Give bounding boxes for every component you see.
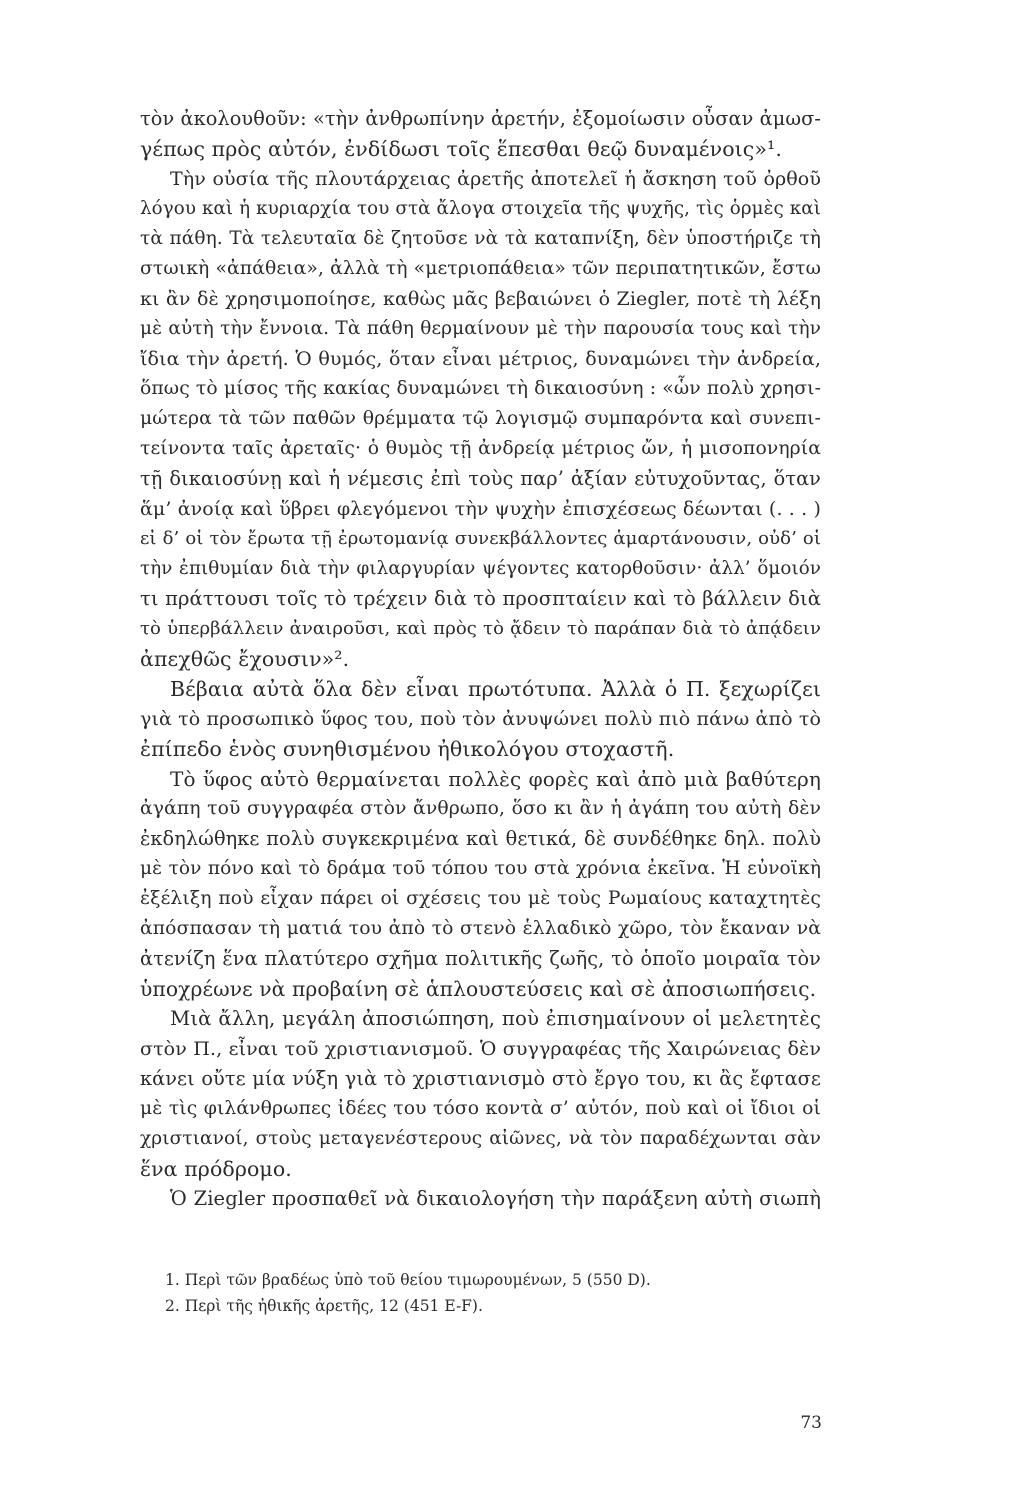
text-line: τὸ ὑπερβάλλειν ἀναιροῦσι, καὶ πρὸς τὸ ᾄδειν τὸ παράπαν διὰ τὸ ἀπᾴδειν [140,618,821,639]
text-line: κάνει οὔτε μία νύξη γιὰ τὸ χριστιανισμὸ στὸ ἔργο του, κι ἂς ἔφτασε [140,1067,821,1090]
text-line: ὅπως τὸ μίσος τῆς κακίας δυναμώνει τὴ δικαιοσύνη : «ὧν πολὺ χρησι- [140,378,821,399]
text-line: μώτερα τὰ τῶν παθῶν θρέμματα τῷ λογισμῷ συμπαρόντα καὶ συνεπι- [140,408,821,429]
text-line: λόγου καὶ ἡ κυριαρχία του στὰ ἄλογα στοιχεῖα τῆς ψυχῆς, τὶς ὁρμὲς καὶ [140,198,821,219]
text-line: τὰ πάθη. Τὰ τελευταῖα δὲ ζητοῦσε νὰ τὰ καταπνίξη, δὲν ὑποστήριζε τὴ [140,228,821,249]
text-line: χριστιανοί, στοὺς μεταγενέστερους αἰῶνες, νὰ τὸν παραδέχωνται σὰν [140,1128,821,1149]
text-line: μὲ τὸν πόνο καὶ τὸ δράμα τοῦ τόπου του στὰ χρόνια ἐκεῖνα. Ἡ εὐνοϊκὴ [140,858,821,879]
text-line: Ὁ Ziegler προσπαθεῖ νὰ δικαιολογήση τὴν παράξενη αὐτὴ σιωπὴ [170,1187,821,1210]
text-line: ἀπόσπασαν τὴ ματιά του ἀπὸ τὸ στενὸ ἑλλαδικὸ χῶρο, τὸν ἔκαναν νὰ [140,918,821,939]
text-line: κι ἂν δὲ χρησιμοποίησε, καθὼς μᾶς βεβαιώνει ὁ Ziegler, ποτὲ τὴ λέξη [140,288,821,310]
text-line: γέπως πρὸς αὐτόν, ἐνδίδωσι τοῖς ἕπεσθαι θεῷ δυναμένοις»¹. [140,137,782,161]
text-line: τῇ δικαιοσύνῃ καὶ ἡ νέμεσις ἐπὶ τοὺς παρ’ ἀξίαν εὐτυχοῦντας, ὅταν [140,467,821,490]
text-line: στωικὴ «ἀπάθεια», ἀλλὰ τὴ «μετριοπάθεια» τῶν περιπατητικῶν, ἔστω [140,258,821,279]
text-line: τὸν ἀκολουθοῦν: «τὴν ἀνθρωπίνην ἀρετήν, ἐξομοίωσιν οὖσαν ἀμωσ- [140,107,821,130]
text-line: τείνοντα ταῖς ἀρεταῖς· ὁ θυμὸς τῇ ἀνδρείᾳ μέτριος ὤν, ἡ μισοπονηρία [140,438,821,459]
text-line: τι πράττουσι τοῖς τὸ τρέχειν διὰ τὸ προσπταίειν καὶ τὸ βάλλειν διὰ [140,587,821,610]
text-line: τὴν ἐπιθυμίαν διὰ τὴν φιλαργυρίαν ψέγοντες κατορθοῦσιν· ἀλλ’ ὅμοιόν [140,558,821,579]
text-line: στὸν Π., εἶναι τοῦ χριστιανισμοῦ. Ὁ συγγραφέας τῆς Χαιρώνειας δὲν [140,1038,821,1060]
text-line: ἴδια τὴν ἀρετή. Ὁ θυμός, ὅταν εἶναι μέτριος, δυναμώνει τὴν ἀνδρεία, [140,348,821,370]
footnote-1: 1. Περὶ τῶν βραδέως ὑπὸ τοῦ θείου τιμωρουμένων, 5 (550 D). [165,1271,651,1289]
text-line: Τὸ ὕφος αὐτὸ θερμαίνεται πολλὲς φορὲς καὶ ἀπὸ μιὰ βαθύτερη [170,767,821,791]
page-number: 73 [800,1413,822,1433]
text-line: ὑποχρέωνε νὰ προβαίνη σὲ ἁπλουστεύσεις καὶ σὲ ἀποσιωπήσεις. [140,977,817,1001]
footnotes [165,1267,805,1319]
text-line: ἕνα πρόδρομο. [140,1157,292,1181]
text-line: Μιὰ ἄλλη, μεγάλη ἀποσιώπηση, ποὺ ἐπισημαίνουν οἱ μελετητὲς [170,1007,821,1030]
text-line: γιὰ τὸ προσωπικὸ ὕφος του, ποὺ τὸν ἀνυψώνει πολὺ πιὸ πάνω ἀπὸ τὸ [140,708,821,730]
text-line: ἀγάπη τοῦ συγγραφέα στὸν ἄνθρωπο, ὅσο κι ἂν ἡ ἀγάπη του αὐτὴ δὲν [140,798,821,819]
text-line: μὲ τὶς φιλάνθρωπες ἰδέες του τόσο κοντὰ σ’ αὐτόν, ποὺ καὶ οἱ ἴδιοι οἱ [140,1098,821,1119]
text-line: ἅμ’ ἀνοίᾳ καὶ ὕβρει φλεγόμενοι τὴν ψυχὴν ἐπισχέσεως δέωνται (. . . ) [140,498,821,520]
text-line: Βέβαια αὐτὰ ὅλα δὲν εἶναι πρωτότυπα. Ἀλλὰ ὁ Π. ξεχωρίζει [170,677,821,701]
text-line: μὲ αὐτὴ τὴν ἔννοια. Τὰ πάθη θερμαίνουν μὲ τὴν παρουσία τους καὶ τὴν [140,318,821,339]
text-line: ἀτενίζη ἕνα πλατύτερο σχῆμα πολιτικῆς ζωῆς, τὸ ὁποῖο μοιραῖα τὸν [140,947,821,970]
text-line: ἐξέλιξη ποὺ εἶχαν πάρει οἱ σχέσεις του μὲ τοὺς Ρωμαίους καταχτητὲς [140,888,821,909]
body-text [140,104,821,1214]
text-line: ἀπεχθῶς ἔχουσιν»². [140,647,350,671]
text-line: εἰ δ’ οἱ τὸν ἔρωτα τῇ ἐρωτομανίᾳ συνεκβάλλοντες ἁμαρτάνουσιν, οὐδ’ οἱ [140,528,821,549]
text-line: ἐπίπεδο ἑνὸς συνηθισμένου ἠθικολόγου στοχαστῆ. [140,737,675,761]
text-line: ἐκδηλώθηκε πολὺ συγκεκριμένα καὶ θετικά, δὲ συνδέθηκε δηλ. πολὺ [140,827,821,850]
text-line: Τὴν οὐσία τῆς πλουτάρχειας ἀρετῆς ἀποτελεῖ ἡ ἄσκηση τοῦ ὀρθοῦ [170,168,821,190]
footnote-2: 2. Περὶ τῆς ἠθικῆς ἀρετῆς, 12 (451 E-F). [165,1297,483,1315]
